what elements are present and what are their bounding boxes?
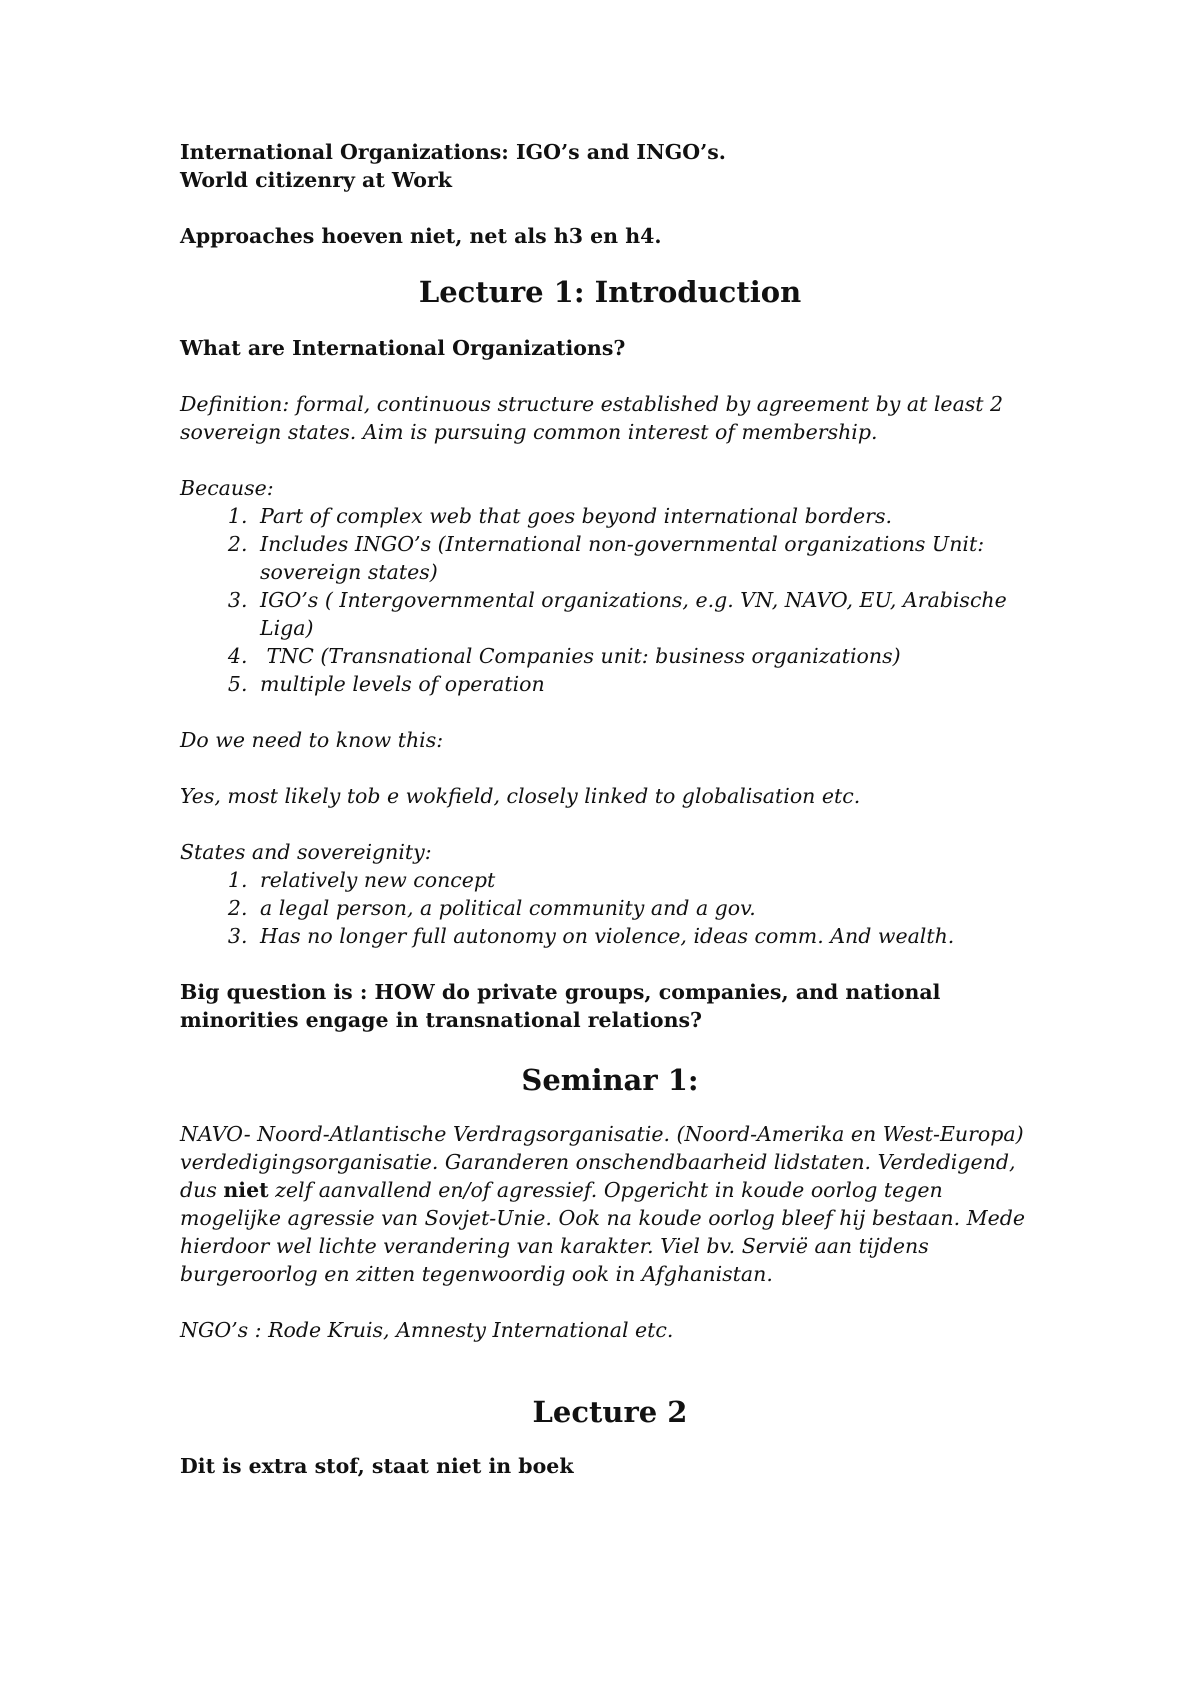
navo-text-part2: zelf aanvallend en/of agressief. Opgericht in koude oorlog tegen mogelijke agressie van Sovjet-Unie. Ook na koude oorlog bleef hij bestaan. Mede hierdoor wel lichte verandering van karakter. Viel bv. Servië aan tijdens burgeroorlog en zitten tegenwoordig ook in Afghanistan. bbox=[180, 1178, 1025, 1286]
lecture1-heading: Lecture 1: Introduction bbox=[418, 275, 802, 309]
ngos-line: NGO’s : Rode Kruis, Amnesty International etc. bbox=[180, 1318, 674, 1342]
spacer bbox=[180, 362, 1040, 390]
because-list bbox=[180, 502, 1040, 698]
document-page bbox=[180, 138, 1040, 1480]
definition-text: Definition: formal, continuous structure established by agreement by at least 2 sovereign states. Aim is pursuing common interest of membership. bbox=[180, 392, 1004, 444]
lecture2-note: Dit is extra stof, staat niet in boek bbox=[180, 1454, 574, 1478]
spacer bbox=[180, 754, 1040, 782]
list-item: 5. multiple levels of operation bbox=[254, 670, 1040, 698]
list-item: 1. relatively new concept bbox=[254, 866, 1040, 894]
spacer bbox=[180, 312, 1040, 334]
spacer bbox=[180, 1288, 1040, 1316]
navo-paragraph bbox=[180, 1120, 1040, 1288]
spacer bbox=[180, 250, 1040, 272]
list-item: 3. Has no longer full autonomy on violence, ideas comm. And wealth. bbox=[254, 922, 1040, 950]
spacer bbox=[180, 446, 1040, 474]
list-item: 4. TNC (Transnational Companies unit: business organizations) bbox=[254, 642, 1040, 670]
spacer bbox=[180, 950, 1040, 978]
list-item: 2. Includes INGO’s (International non-governmental organizations Unit: sovereign states) bbox=[254, 530, 1040, 586]
list-item: 1. Part of complex web that goes beyond international borders. bbox=[254, 502, 1040, 530]
need-to-know-question: Do we need to know this: bbox=[180, 728, 444, 752]
doc-title: International Organizations: IGO’s and INGO’s. bbox=[180, 140, 726, 164]
list-item: 2. a legal person, a political community and a gov. bbox=[254, 894, 1040, 922]
spacer bbox=[180, 698, 1040, 726]
because-label: Because: bbox=[180, 476, 274, 500]
list-item: 3. IGO’s ( Intergovernmental organizations, e.g. VN, NAVO, EU, Arabische Liga) bbox=[254, 586, 1040, 642]
spacer bbox=[180, 1034, 1040, 1060]
states-list bbox=[180, 866, 1040, 950]
spacer bbox=[180, 1344, 1040, 1392]
navo-emphasis: niet bbox=[223, 1178, 269, 1202]
doc-subtitle: World citizenry at Work bbox=[180, 168, 452, 192]
navo-text-part1: NAVO- Noord-Atlantische Verdragsorganisatie. (Noord-Amerika en West-Europa) verdedigingsorganisatie. Garanderen onschendbaarheid lidstaten. Verdedigend, dus bbox=[180, 1122, 1024, 1202]
lecture1-subheading: What are International Organizations? bbox=[180, 336, 626, 360]
seminar1-heading: Seminar 1: bbox=[521, 1063, 699, 1097]
spacer bbox=[180, 1100, 1040, 1120]
spacer bbox=[180, 810, 1040, 838]
states-label: States and sovereignity: bbox=[180, 840, 432, 864]
big-question: Big question is : HOW do private groups, companies, and national minorities engage in transnational relations? bbox=[180, 980, 941, 1032]
spacer bbox=[180, 194, 1040, 222]
approaches-note: Approaches hoeven niet, net als h3 en h4. bbox=[180, 224, 662, 248]
need-to-know-answer: Yes, most likely tob e wokfield, closely linked to globalisation etc. bbox=[180, 784, 861, 808]
lecture2-heading: Lecture 2 bbox=[532, 1395, 688, 1429]
spacer bbox=[180, 1432, 1040, 1452]
